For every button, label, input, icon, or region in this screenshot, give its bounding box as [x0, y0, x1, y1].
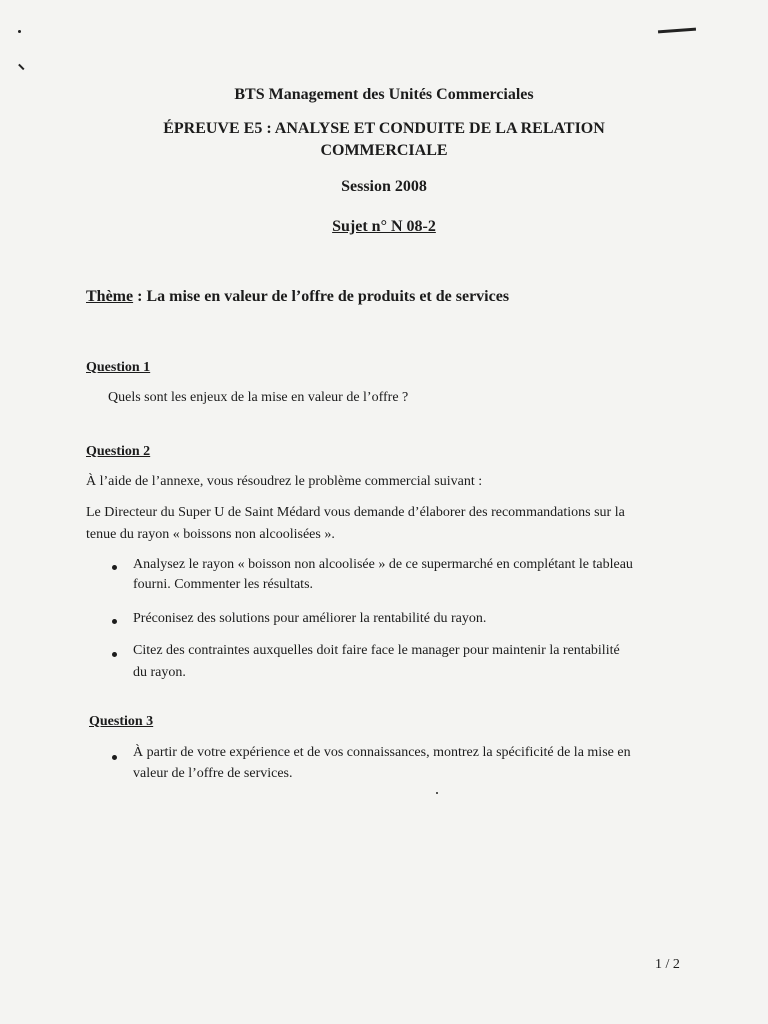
theme-label: Thème — [86, 288, 134, 305]
sujet-label: Sujet n° N 08-2 — [332, 218, 436, 235]
scan-speck — [436, 792, 438, 794]
question-3-heading: Question 3 — [89, 714, 154, 729]
question-2-bullet-2-line1: Préconisez des solutions pour améliorer la rentabilité du rayon. — [133, 611, 487, 626]
scan-mark-left — [18, 64, 24, 70]
question-2-heading: Question 2 — [86, 444, 151, 459]
question-1-text: Quels sont les enjeux de la mise en valeur de l’offre ? — [108, 390, 409, 405]
page-number: 1 / 2 — [655, 957, 680, 972]
question-2-bullet-3-line1: Citez des contraintes auxquelles doit faire face le manager pour maintenir la rentabilité — [133, 643, 620, 658]
bullet-dot — [112, 755, 117, 760]
question-2-context-line2: tenue du rayon « boissons non alcoolisées ». — [86, 527, 335, 542]
theme-text: : La mise en valeur de l’offre de produits et de services — [133, 288, 510, 305]
question-3-bullet-line2: valeur de l’offre de services. — [133, 766, 293, 781]
session-label: Session 2008 — [341, 178, 427, 195]
question-2-intro: À l’aide de l’annexe, vous résoudrez le problème commercial suivant : — [86, 474, 483, 489]
theme-line — [86, 288, 509, 306]
bullet-dot — [112, 652, 117, 657]
bullet-dot — [112, 565, 117, 570]
question-2-bullet-1-line1: Analysez le rayon « boisson non alcoolisée » de ce supermarché en complétant le tableau — [133, 557, 633, 572]
scan-mark-top-right — [658, 28, 696, 34]
question-3-bullet-line1: À partir de votre expérience et de vos connaissances, montrez la spécificité de la mise en — [133, 745, 631, 760]
epreuve-title-line2: COMMERCIALE — [320, 142, 448, 159]
question-2-bullet-3-line2: du rayon. — [133, 665, 186, 680]
epreuve-title-line1: ÉPREUVE E5 : ANALYSE ET CONDUITE DE LA RELATION — [163, 120, 605, 137]
bullet-dot — [112, 619, 117, 624]
scan-mark-top-left — [18, 30, 21, 33]
document-title: BTS Management des Unités Commerciales — [234, 86, 534, 103]
question-1-heading: Question 1 — [86, 360, 151, 375]
question-2-context-line1: Le Directeur du Super U de Saint Médard vous demande d’élaborer des recommandations sur la — [86, 505, 625, 520]
question-2-bullet-1-line2: fourni. Commenter les résultats. — [133, 577, 314, 592]
